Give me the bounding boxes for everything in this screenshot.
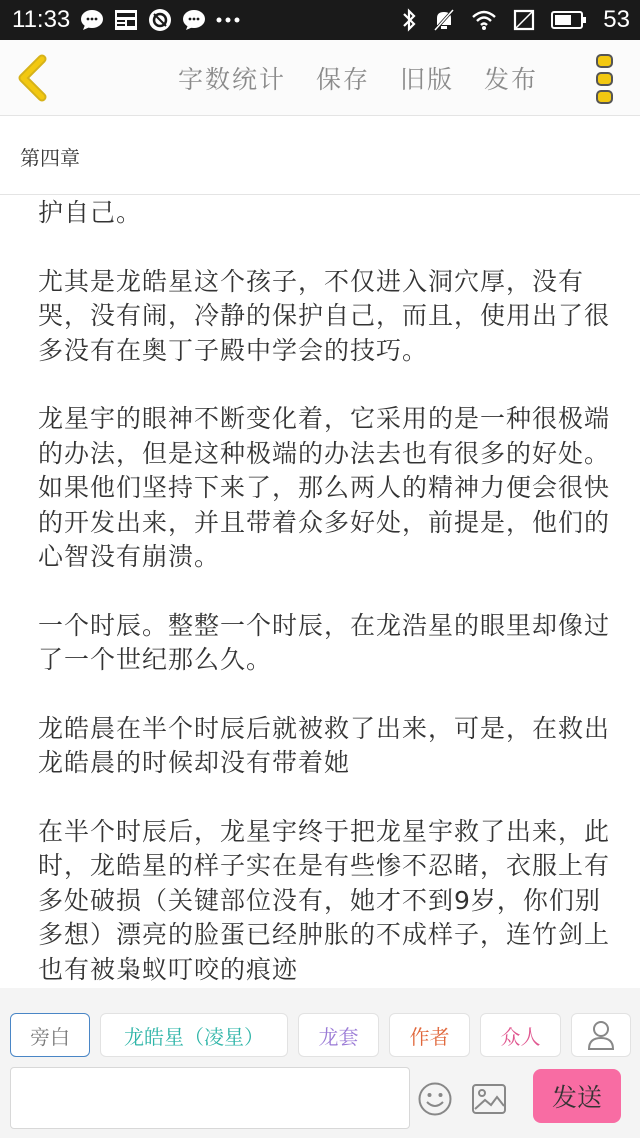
editor-toolbar: [0, 40, 640, 116]
menu-button[interactable]: [594, 52, 616, 106]
dialogue-input-panel: [0, 988, 640, 1138]
content-paragraph: 龙星宇的眼神不断变化着，它采用的是一种很极端的办法，但是这种极端的办法去也有很多的好处。如果他们坚持下来了，那么两人的精神力便会很快的开发出来，并且带着众多好处，前提是，他们的心智没有崩溃。: [38, 404, 611, 571]
role-narration-button[interactable]: 旁白: [10, 1013, 90, 1057]
send-button[interactable]: 发送: [533, 1069, 621, 1123]
status-bar: [0, 0, 640, 40]
chapter-title-bar[interactable]: [0, 117, 640, 195]
old-version-button[interactable]: 旧版: [400, 65, 455, 94]
chevron-left-icon: [14, 54, 54, 102]
role-author-button[interactable]: 作者: [389, 1013, 470, 1057]
chat-bubble-icon: [80, 9, 104, 31]
publish-button[interactable]: 发布: [484, 65, 539, 94]
news-icon: [114, 9, 138, 31]
role-character-button[interactable]: 龙皓星（凌星）: [100, 1013, 288, 1057]
app-icon: [148, 8, 172, 32]
sim-icon: [513, 9, 535, 31]
wifi-icon: [471, 9, 497, 31]
battery-level: 53: [603, 6, 630, 33]
content-paragraph: 一个时辰。整整一个时辰，在龙浩星的眼里却像过了一个世纪那么久。: [38, 610, 611, 674]
add-role-button[interactable]: [571, 1013, 631, 1057]
more-dots-icon: [216, 16, 240, 24]
content-paragraph: 龙皓晨在半个时辰后就被救了出来，可是，在救出龙皓晨的时候却没有带着她: [38, 713, 611, 777]
mute-bell-icon: [433, 8, 455, 32]
insert-image-button[interactable]: [471, 1082, 507, 1116]
three-dots-vertical-icon: [594, 52, 616, 106]
image-icon: [471, 1082, 507, 1116]
smiley-icon: [417, 1081, 453, 1117]
bluetooth-icon: [401, 8, 417, 32]
dialogue-input[interactable]: [10, 1067, 410, 1129]
role-extra-button[interactable]: 龙套: [298, 1013, 379, 1057]
story-content-editor[interactable]: [38, 196, 612, 988]
battery-icon: [551, 10, 587, 30]
status-time: 11:33: [12, 6, 71, 33]
save-button[interactable]: 保存: [316, 65, 371, 94]
role-selector: [10, 1013, 631, 1057]
role-crowd-button[interactable]: 众人: [480, 1013, 561, 1057]
back-button[interactable]: [14, 54, 54, 102]
content-paragraph: 尤其是龙皓星这个孩子，不仅进入洞穴厚，没有哭，没有闹，冷静的保护自己，而且，使用出了很多没有在奥丁子殿中学会的技巧。: [38, 266, 611, 365]
content-paragraph: 在半个时辰后，龙星宇终于把龙星宇救了出来，此时，龙皓星的样子实在是有些惨不忍睹，衣服上有多处破损（关键部位没有，她才不到9岁，你们别多想）漂亮的脸蛋已经肿胀的不成样子，连竹剑上也有被枭蚁叮咬的痕迹: [38, 816, 611, 984]
word-count-button[interactable]: 字数统计: [178, 65, 287, 94]
content-paragraph: 护自己。: [38, 198, 143, 227]
chapter-title[interactable]: 第四章: [20, 146, 80, 170]
user-icon: [587, 1020, 615, 1050]
emoji-button[interactable]: [417, 1081, 453, 1117]
message-icon: [182, 9, 206, 31]
